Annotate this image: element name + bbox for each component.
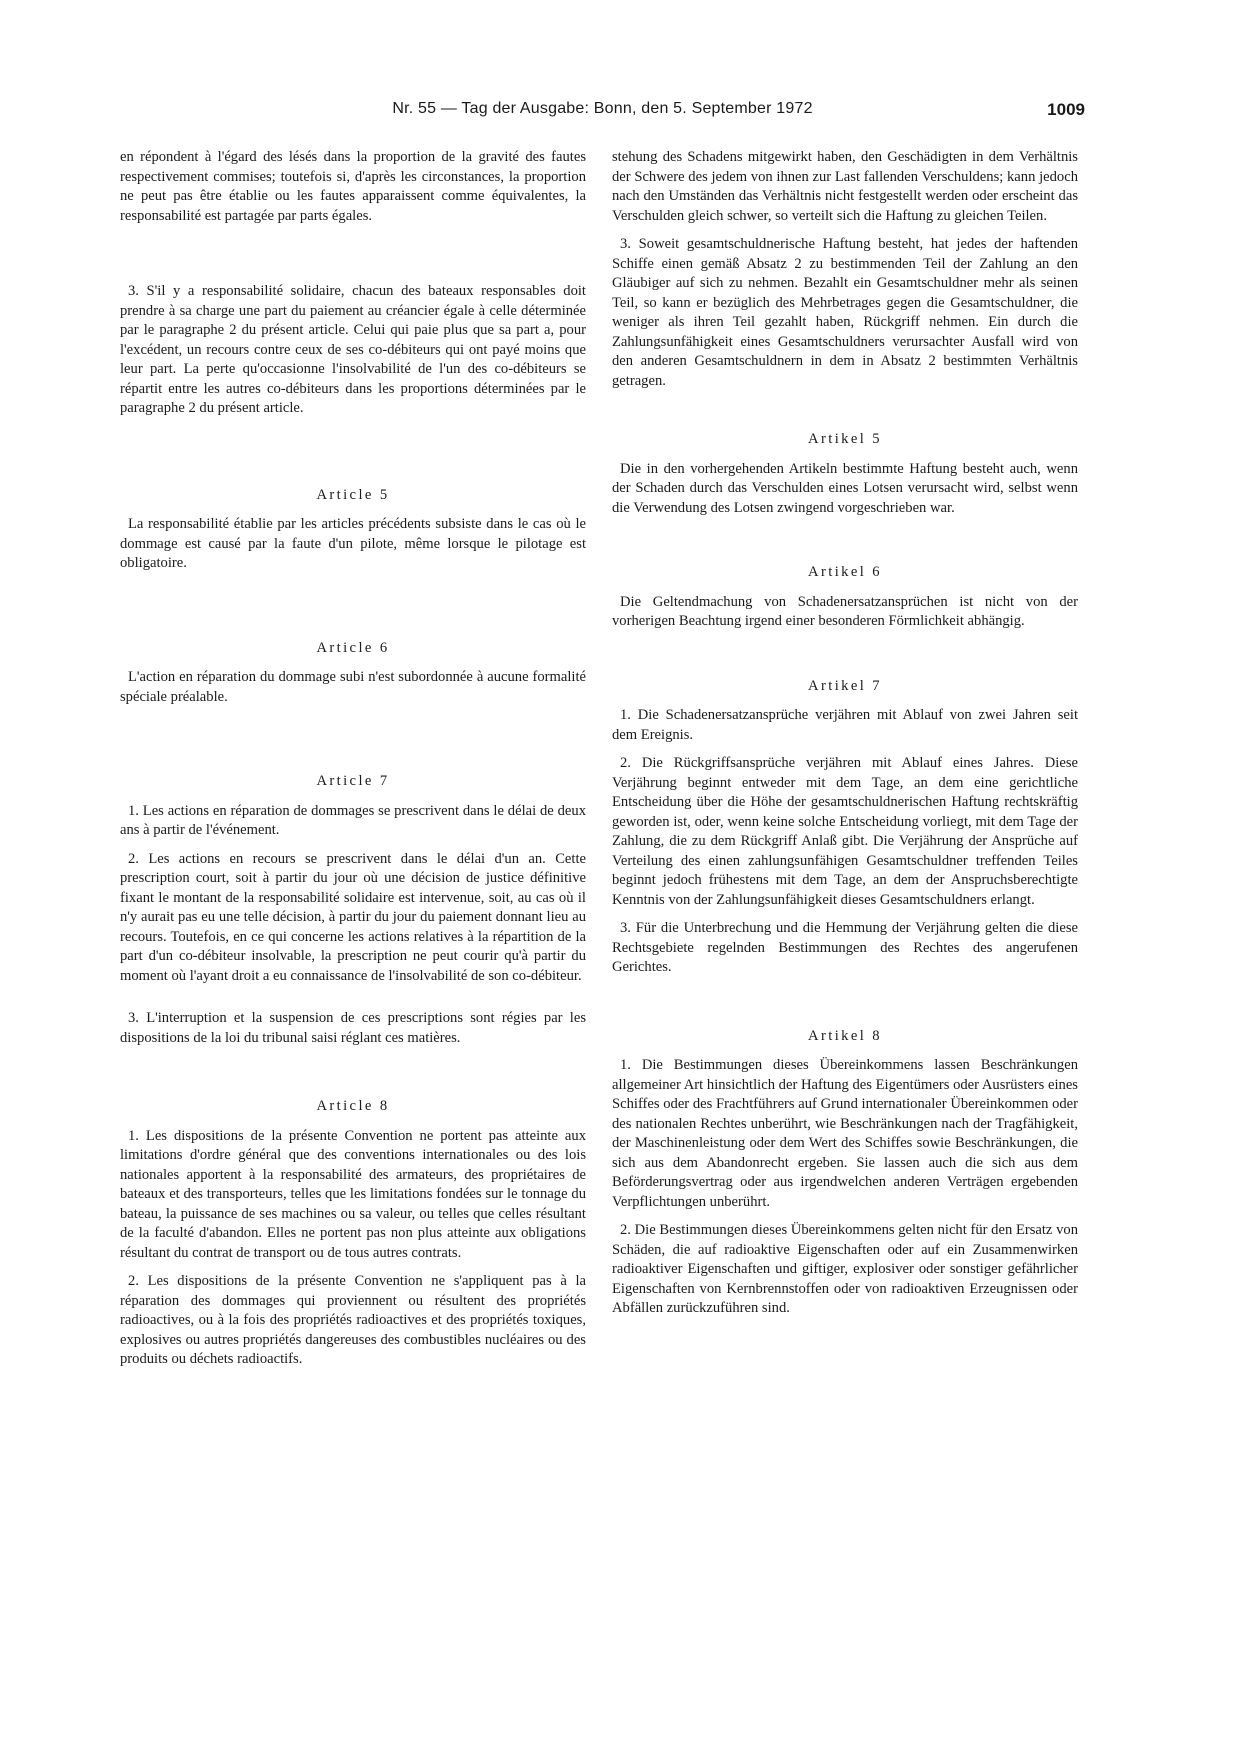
de-article-7-paragraph-1: 1. Die Schadenersatzansprüche verjähren mit Ablauf von zwei Jahren seit dem Ereignis. <box>612 707 1078 743</box>
de-article-8-heading: Artikel 8 <box>808 1027 882 1044</box>
de-article-8-paragraph-2: 2. Die Bestimmungen dieses Übereinkommens gelten nicht für den Ersatz von Schäden, die auf radioaktive Eigenschaften oder auf ein Zusammenwirken radioaktiver Eigenschaften und giftiger, explosiver oder sonstiger gefährlicher Eigenschaften von Kernbrennstoffen oder von radioaktiven Erzeugnissen oder Abfällen zurückzuführen sind. <box>612 1222 1078 1316</box>
de-article-6-heading: Artikel 6 <box>808 564 882 580</box>
de-article-5-heading: Artikel 5 <box>808 431 882 447</box>
de-article-7-paragraph-2: 2. Die Rückgriffsansprüche verjähren mit Ablauf eines Jahres. Diese Verjährung beginnt entweder mit dem Tage, an dem eine gerichtliche Entscheidung über die Höhe der gesamtschuldnerischen Haftung rechtskräftig geworden ist, oder, wenn keine solche Entscheidung vorliegt, mit dem Tage der Zahlung, die zu dem Rückgriff Anlaß gibt. Die Verjährung der Ansprüche auf Verteilung des einen zahlungsunfähigen Gesamtschuldner treffenden Teiles beginnt jedoch frühestens mit dem Tage, an dem der Anspruchsberechtigte Kenntnis von der Zahlungsunfähigkeit dieses Gesamtschuldners erlangt. <box>612 755 1078 908</box>
de-article-7-paragraph-3: 3. Für die Unterbrechung und die Hemmung der Verjährung gelten die diese Rechtsgebiete regelnden Bestimmungen des Rechtes des angerufenen Gerichtes. <box>612 920 1078 975</box>
fr-article-7-paragraph-2: 2. Les actions en recours se prescrivent dans le délai d'un an. Cette prescription court, soit à partir du jour où une décision de justice définitive fixant le montant de la responsabilité solidaire est intervenue, soit, au cas où il n'y aurait pas eu une telle décision, à partir du jour du paiement donnant lieu au recours. Toutefois, en ce qui concerne les actions relatives à la répartition de la part d'un co-débiteur insolvable, la prescription ne peut courir qu'à partir du moment où l'ayant droit a eu connaissance de l'insolvabilité de son co-débiteur. <box>120 850 586 984</box>
fr-article-8-paragraph-2: 2. Les dispositions de la présente Convention ne s'appliquent pas à la réparation des dommages qui proviennent ou résultent des propriétés radioactives, ou à la fois des propriétés radioactives et des propriétés toxiques, explosives ou autres propriétés dangereuses des combustibles nucléaires ou des produits ou déchets radioactifs. <box>120 1273 586 1367</box>
fr-article-8-paragraph-1: 1. Les dispositions de la présente Convention ne portent pas atteinte aux limitations d'ordre général que des conventions internationales ou des lois nationales apportent à la responsabilité des armateurs, des propriétaires de bateaux et des transporteurs, telles que les limitations fondées sur le tonnage du bateau, la puissance de ses machines ou sa valeur, ou telles que celles résultant de la faculté d'abandon. Elles ne portent pas non plus atteinte aux obligations résultant du contrat de transport ou de tous autres contrats. <box>120 1127 586 1261</box>
german-column <box>612 148 1078 1714</box>
fr-article-5-text: La responsabilité établie par les articles précédents subsiste dans le cas où le dommage est causé par la faute d'un pilote, même lorsque le pilotage est obligatoire. <box>120 516 586 571</box>
de-article-8-paragraph-1: 1. Die Bestimmungen dieses Übereinkommens lassen Beschränkungen allgemeiner Art hinsichtlich der Haftung des Eigentümers oder Ausrüsters eines Schiffes oder des Frachtführers auf Grund internationaler Übereinkommen oder des nationalen Rechtes unberührt, wie Beschränkungen nach der Tragfähigkeit, der Maschinenleistung oder dem Wert des Schiffes sowie Beschränkungen, die sich aus dem Abandonrecht ergeben. Sie lassen auch die sich aus dem Beförderungsvertrag oder aus irgendwelchen anderen Verträgen ergebenden Verpflichtungen unberührt. <box>612 1057 1078 1210</box>
fr-article-8-heading: Article 8 <box>316 1098 390 1114</box>
gazette-issue-line: Nr. 55 — Tag der Ausgabe: Bonn, den 5. September 1972 <box>392 100 813 117</box>
fr-intro-paragraph: en répondent à l'égard des lésés dans la proportion de la gravité des fautes respectivement commises; toutefois si, d'après les circonstances, la proportion ne peut pas être établie ou les fautes apparaissent comme équivalentes, la responsabilité est partagée par parts égales. <box>120 149 586 224</box>
de-intro-paragraph: stehung des Schadens mitgewirkt haben, den Geschädigten in dem Verhältnis der Schwere des jedem von ihnen zur Last fallenden Verschuldens; kann jedoch nach den Umständen das Verhältnis nicht festgestellt werden oder erscheint das Verschulden gleich schwer, so verteilt sich die Haftung zu gleichen Teilen. <box>612 149 1078 224</box>
fr-article-7-paragraph-1: 1. Les actions en réparation de dommages se prescrivent dans le délai de deux ans à partir de l'événement. <box>120 802 586 838</box>
de-article-6-text: Die Geltendmachung von Schadenersatzansprüchen ist nicht von der vorherigen Beachtung irgend einer besonderen Förmlichkeit abhängig. <box>612 593 1078 629</box>
page-number: 1009 <box>1047 100 1085 119</box>
de-article-5-text: Die in den vorhergehenden Artikeln bestimmte Haftung besteht auch, wenn der Schaden durch das Verschulden eines Lotsen verursacht wird, selbst wenn die Verwendung des Lotsen zwingend vorgeschrieben war. <box>612 460 1078 516</box>
fr-article-5-heading: Article 5 <box>316 486 390 503</box>
de-paragraph-3: 3. Soweit gesamtschuldnerische Haftung besteht, hat jedes der haftenden Schiffe einen gemäß Absatz 2 zu bestimmenden Teil der Zahlung an den Gläubiger auf sich zu nehmen. Bezahlt ein Gesamtschuldner mehr als seinen Teil, so kann er bezüglich des Mehrbetrages gegen die Gesamtschuldner, die weniger als ihren Teil gezahlt haben, Rückgriff nehmen. Ein durch die Zahlungsunfähigkeit eines Gesamtschuldners verursachter Ausfall wird von den anderen Gesamtschuldnern in dem in Absatz 2 bestimmten Verhältnis getragen. <box>612 236 1078 389</box>
fr-article-7-paragraph-3: 3. L'interruption et la suspension de ces prescriptions sont régies par les dispositions de la loi du tribunal saisi réglant ces matières. <box>120 1010 586 1046</box>
fr-article-6-text: L'action en réparation du dommage subi n'est subordonnée à aucune formalité spéciale préalable. <box>120 669 586 705</box>
de-article-7-heading: Artikel 7 <box>808 677 882 694</box>
fr-article-6-heading: Article 6 <box>316 639 390 656</box>
fr-article-7-heading: Article 7 <box>316 773 390 789</box>
french-column <box>120 148 586 1714</box>
fr-paragraph-3: 3. S'il y a responsabilité solidaire, chacun des bateaux responsables doit prendre à sa charge une part du paiement au créancier égale à celle déterminée par le paragraphe 2 du présent article. Celui qui paie plus que sa part a, pour l'excédent, un recours contre ceux de ses co-débiteurs qui ont payé moins que leur part. La perte qu'occasionne l'insolvabilité de l'un des co-débiteurs se répartit entre les autres co-débiteurs dans les proportions déterminées par le paragraphe 2 du présent article. <box>120 283 586 416</box>
page-header <box>120 100 1085 124</box>
